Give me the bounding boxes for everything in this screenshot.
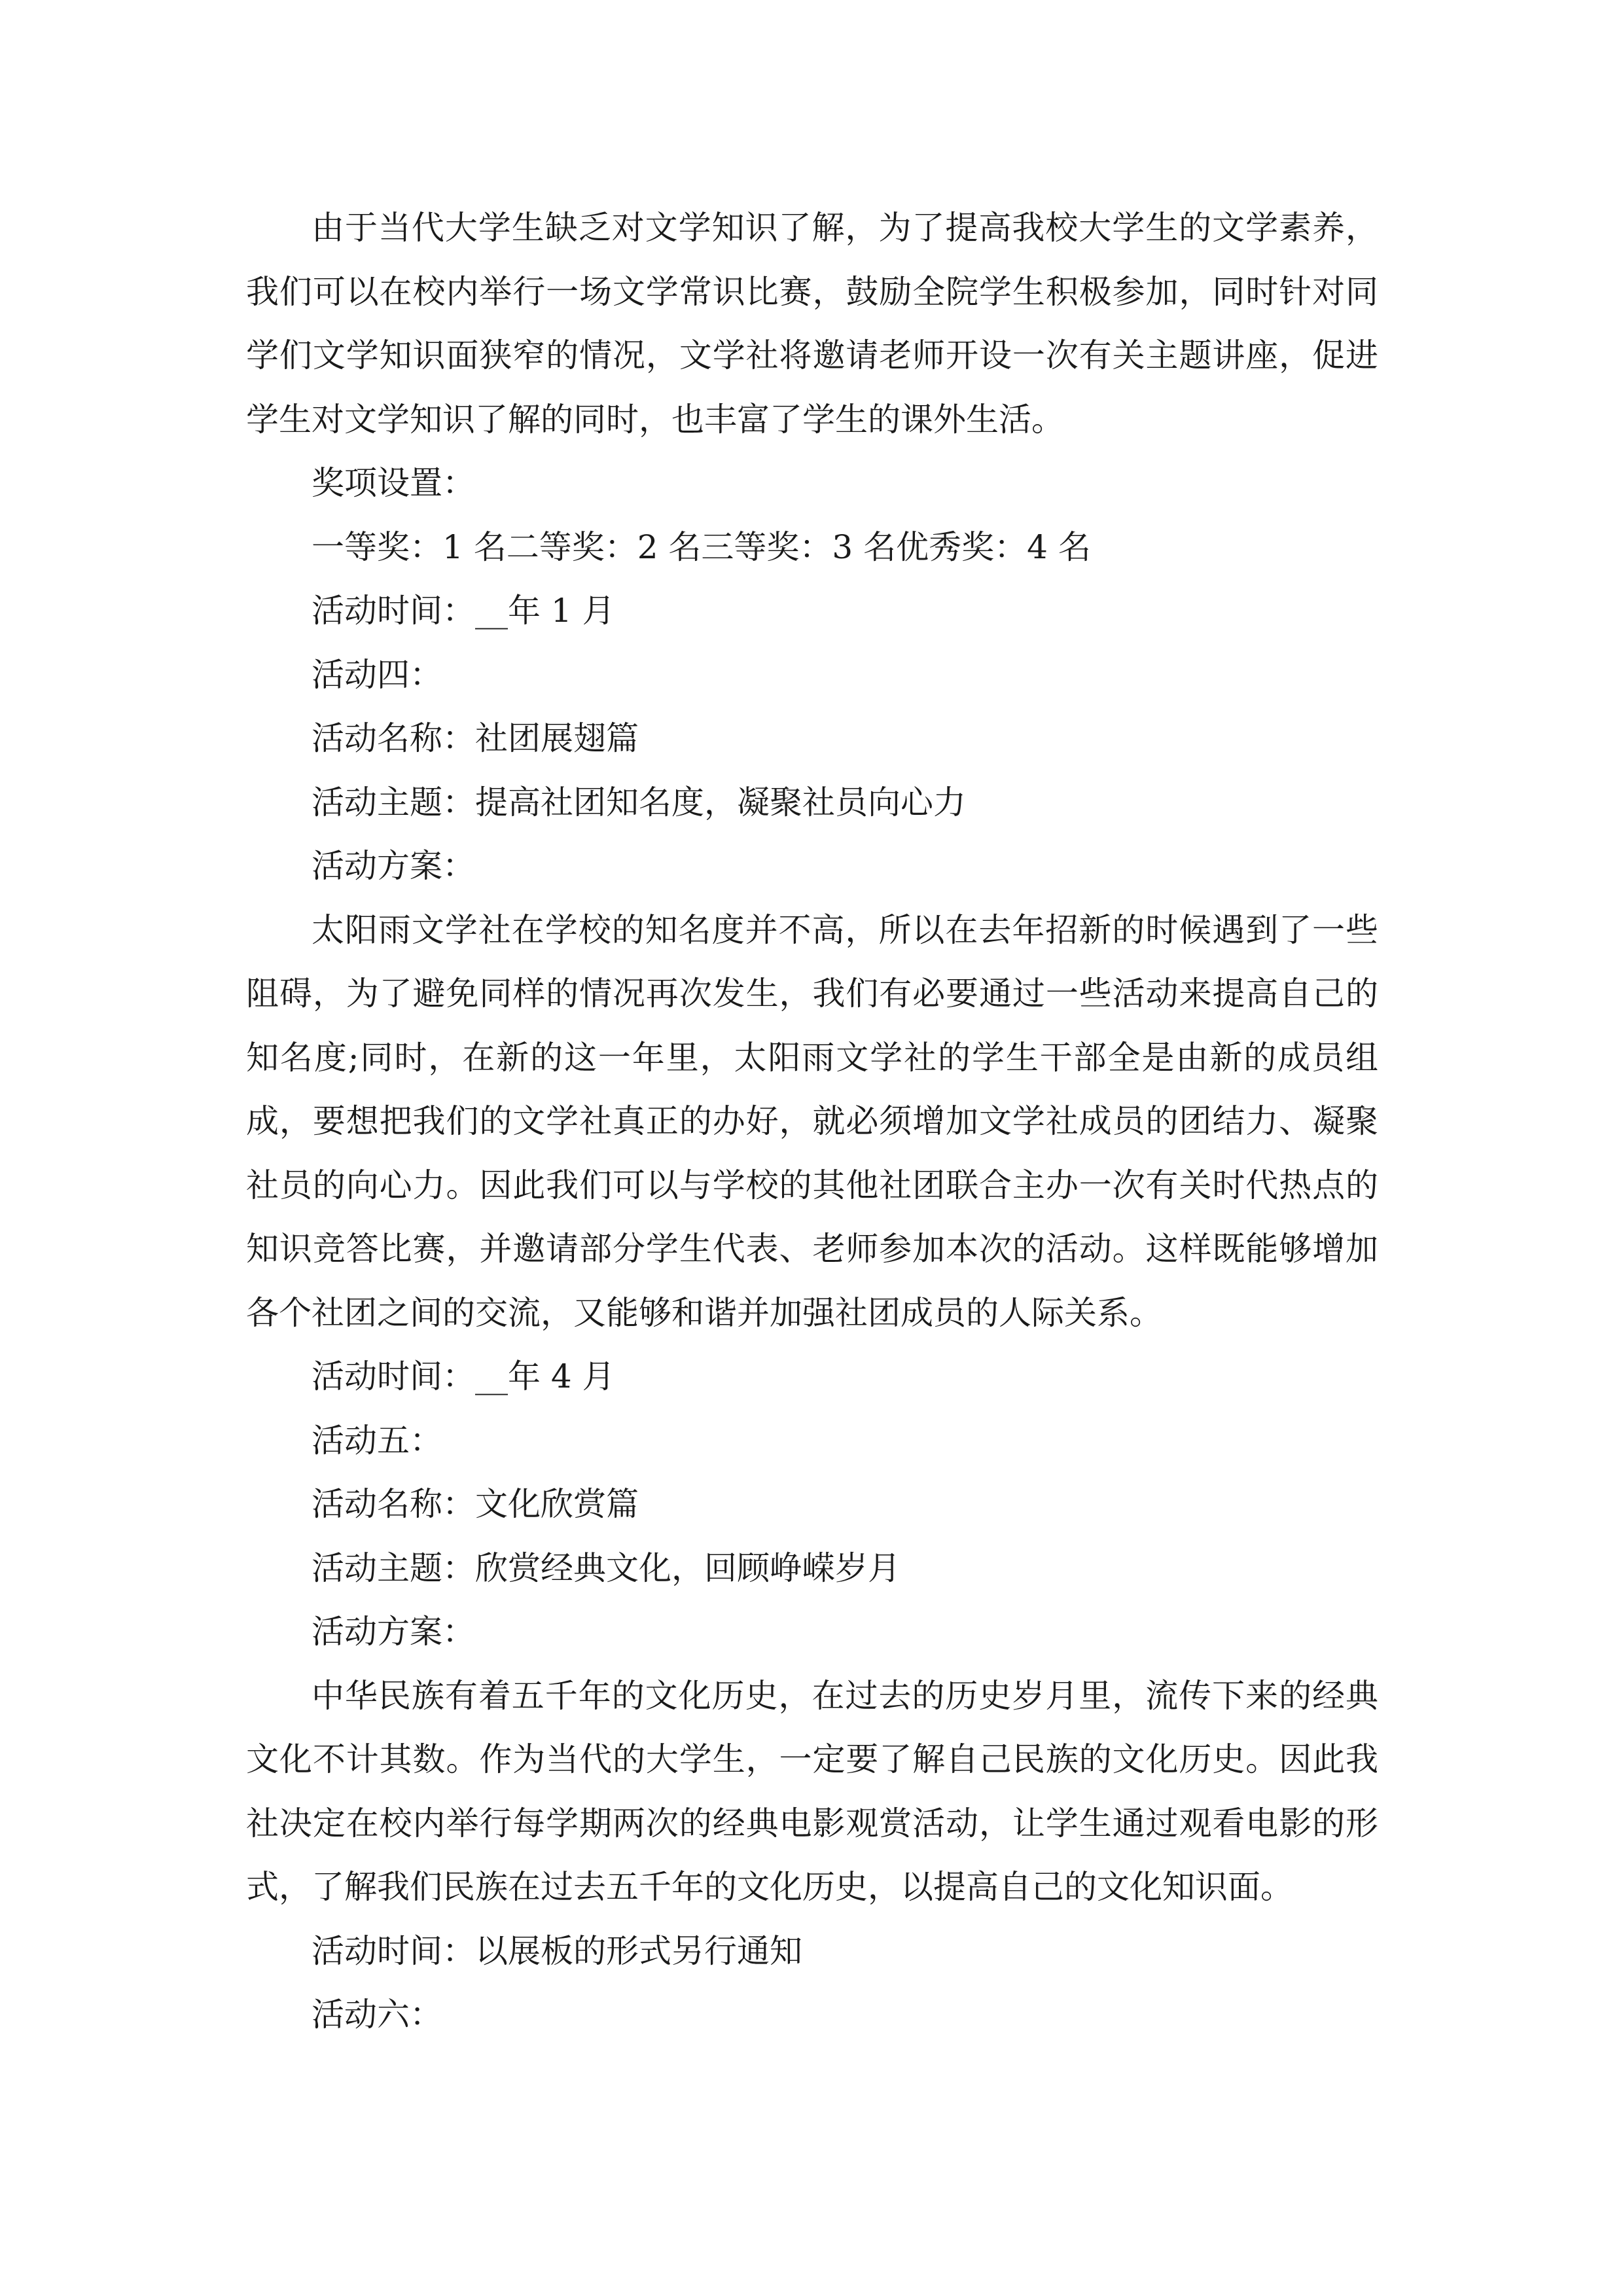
paragraph-intro: 由于当代大学生缺乏对文学知识了解，为了提高我校大学生的文学素养，我们可以在校内举行一场文学常识比赛，鼓励全院学生积极参加，同时针对同学们文学知识面狭窄的情况，文学社将邀请老师开设一次有关主题讲座，促进学生对文学知识了解的同时，也丰富了学生的课外生活。	[246, 209, 1378, 439]
document-body	[246, 196, 1378, 2047]
activity-4-plan-body: 太阳雨文学社在学校的知名度并不高，所以在去年招新的时候遇到了一些阻碍，为了避免同样的情况再次发生，我们有必要通过一些活动来提高自己的知名度;同时，在新的这一年里，太阳雨文学社的学生干部全是由新的成员组成，要想把我们的文学社真正的办好，就必须增加文学社成员的团结力、凝聚社员的向心力。因此我们可以与学校的其他社团联合主办一次有关时代热点的知识竞答比赛，并邀请部分学生代表、老师参加本次的活动。这样既能够增加各个社团之间的交流，又能够和谐并加强社团成员的人际关系。	[246, 910, 1378, 1332]
activity-5-plan-heading: 活动方案：	[312, 1613, 475, 1651]
award-settings-heading: 奖项设置：	[312, 464, 475, 502]
activity-4-theme: 活动主题：提高社团知名度，凝聚社员向心力	[312, 783, 966, 821]
award-list: 一等奖：1 名二等奖：2 名三等奖：3 名优秀奖：4 名	[312, 528, 1091, 566]
activity-5-name: 活动名称：文化欣赏篇	[312, 1485, 639, 1523]
activity-6-heading: 活动六：	[312, 1996, 442, 2034]
activity-4-name: 活动名称：社团展翅篇	[312, 719, 639, 757]
activity-5-time: 活动时间：以展板的形式另行通知	[312, 1931, 802, 1970]
activity-4-time: 活动时间：__年 4 月	[312, 1357, 615, 1395]
activity-5-plan-body: 中华民族有着五千年的文化历史，在过去的历史岁月里，流传下来的经典文化不计其数。作为当代的大学生，一定要了解自己民族的文化历史。因此我社决定在校内举行每学期两次的经典电影观赏活动，让学生通过观看电影的形式，了解我们民族在过去五千年的文化历史，以提高自己的文化知识面。	[246, 1676, 1378, 1906]
activity-5-heading: 活动五：	[312, 1421, 442, 1460]
activity-5-theme: 活动主题：欣赏经典文化，回顾峥嵘岁月	[312, 1549, 901, 1587]
activity-time-3: 活动时间：__年 1 月	[312, 592, 615, 630]
activity-4-plan-heading: 活动方案：	[312, 847, 475, 885]
activity-4-heading: 活动四：	[312, 655, 442, 694]
